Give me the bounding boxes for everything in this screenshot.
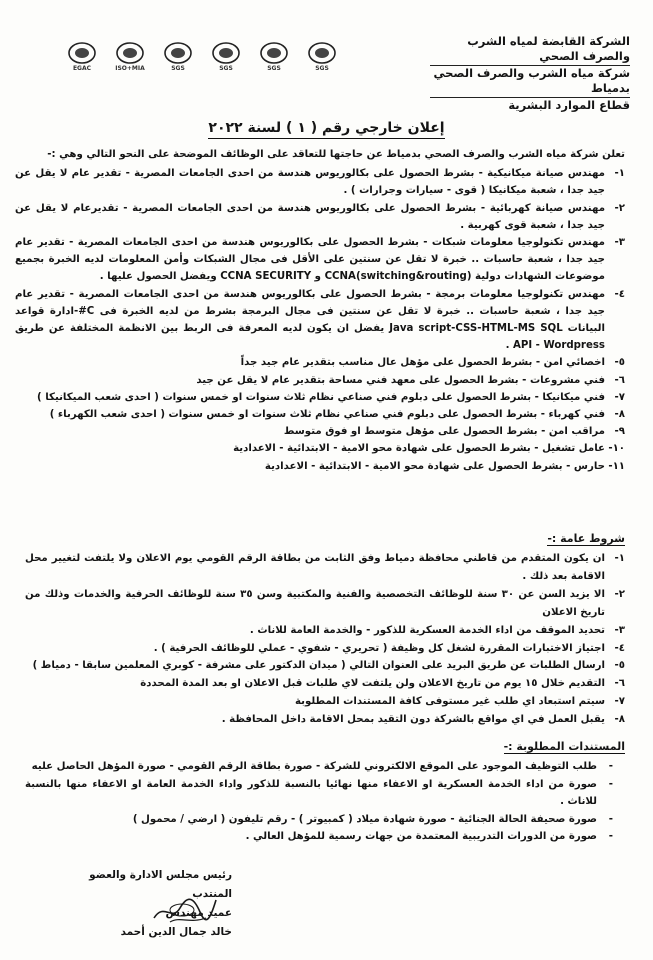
item-number: ٤- [614,288,625,300]
item-text: التقديم خلال ١٥ يوم من تاريخ الاعلان ولن يلتفت لاي طلبات قبل الاعلان او بعد المدة المحددة [140,678,605,690]
item-number: ٩- [614,426,625,438]
documents-list [25,758,625,846]
item-text: اخصائي امن - بشرط الحصول على مؤهل عال مناسب بتقدير عام جيد جداً [240,357,605,369]
conditions-heading: شروط عامة :- [547,532,625,545]
item-text: فني مشروعات - بشرط الحصول على معهد فني مساحة بتقدير عام لا يقل عن جيد [196,374,605,386]
item-text: صورة من اداء الخدمة العسكرية او الاعفاء منها نهائيا بالنسبة للذكور واداء الخدمة العامة او الاعفاء منها بالنسبة للاناث . [25,778,597,807]
documents-heading: المستندات المطلوبة :- [503,740,625,753]
intro-paragraph: تعلن شركة مياه الشرب والصرف الصحي بدمياط عن حاجتها للتعاقد على الوظائف الموضحة على النحو التالي وهي :- [47,149,625,160]
condition-item [25,675,625,693]
item-number: ٨- [614,714,625,726]
job-item [15,234,625,286]
item-number: ٤- [614,642,625,654]
document-item [25,811,625,829]
item-number: ٢- [614,202,625,214]
job-item [15,406,625,423]
company-name-block [430,34,630,113]
job-item [15,354,625,371]
job-item [15,458,625,475]
item-text: مهندس صيانة كهربائية - بشرط الحصول على بكالوريوس هندسة من احدى الجامعات المصرية - تقديرعام لا يقل عن جيد جدا ، شعبة قوى كهربية . [15,202,605,231]
item-text: عامل تشغيل - بشرط الحصول على شهادة محو الامية - الابتدائية - الاعدادية [233,443,605,455]
item-text: فني ميكانيكا - بشرط الحصول على دبلوم فني صناعي نظام ثلاث سنوات او خمس سنوات ( احدى شعب الميكانيكا ) [37,391,605,403]
jobs-list [15,165,625,475]
condition-item [25,657,625,675]
signatory-name: خالد جمال الدين أحمد [120,926,232,938]
sgs-logo-icon [204,40,248,74]
holding-company-name: الشركة القابضة لمياه الشرب والصرف الصحي [430,34,630,66]
item-text: حارس - بشرط الحصول على شهادة محو الامية - الابتدائية - الاعدادية [264,460,605,472]
egac-logo-icon [60,40,104,74]
item-text: اجتياز الاختبارات المقررة لشغل كل وظيفة ( تحريري - شفوي - عملي للوظائف الحرفية ) . [153,642,605,654]
item-text: تحديد الموقف من اداء الخدمة العسكرية للذكور - والخدمة العامة للاناث . [249,624,605,636]
item-number: ١- [614,168,625,180]
item-number: ١١- [608,460,625,472]
item-number: ٧- [614,391,625,403]
job-item [15,372,625,389]
logo-label: SGS [171,65,185,72]
condition-item [25,640,625,658]
department-name: قطاع الموارد البشرية [508,98,630,112]
announcement-title: إعلان خارجي رقم ( ١ ) لسنة ٢٠٢٢ [0,120,653,136]
document-item [25,828,625,846]
condition-item [25,586,625,622]
item-number: ٧- [614,696,625,708]
bullet-dash: - [608,813,613,825]
logo-label: SGS [219,65,233,72]
jobs-section [15,146,625,475]
item-text: مهندس تكنولوجيا معلومات شبكات - بشرط الحصول على بكالوريوس هندسة من احدى الجامعات المصرية - تقدير عام جيد جدا ، شعبة حاسبات .. خبرة لا تقل عن سنتين على الأقل فى مجال الشبكات وأمن المعلومات لديه الخبرة بجميع موضوعات الشهادات دولية (switching&routing)CCNA و CCNA SECURITY ويفضل الحصول عليها . [15,237,605,283]
item-text: مهندس صيانة ميكانيكية - بشرط الحصول على بكالوريوس هندسة من احدى الجامعات المصرية - تقدير عام لا يقل عن جيد جدا ، شعبة ميكانيكا ( قوى - سيارات وجرارات ) . [15,168,605,197]
item-text: يقبل العمل في اي مواقع بالشركة دون التقيد بمحل الاقامة داخل المحافظة . [221,714,605,726]
document-item [25,758,625,776]
item-number: ٥- [614,357,625,369]
item-text: صورة صحيفة الحالة الجنائية - صورة شهادة ميلاد ( كمبيوتر ) - رقم تليفون ( ارضي / محمول ) [132,813,597,825]
bullet-dash: - [608,831,613,842]
item-text: الا يزيد السن عن ٣٠ سنة للوظائف التخصصية والفنية والمكتبية وسن ٣٥ سنة للوظائف الحرفية والخدمات وذلك من تاريخ الاعلان [25,588,606,618]
sgs-logo-icon [300,40,344,74]
item-number: ١- [614,553,625,564]
company-name: شركة مياه الشرب والصرف الصحي بدمياط [430,66,630,98]
item-text: مراقب امن - بشرط الحصول على مؤهل متوسط او فوق متوسط [283,426,605,438]
item-text: ارسال الطلبات عن طريق البريد على العنوان التالي ( ميدان الدكتور على مشرفة - كوبري المعلمين سابقا - دمياط ) [32,660,605,672]
item-number: ٦- [614,678,625,690]
document-item [25,776,625,811]
signatory-rank: عميد مهندس [165,907,232,919]
job-item [15,286,625,355]
sgs-logo-icon [156,40,200,74]
item-text: صورة من الدورات التدريبية المعتمدة من جهات رسمية للمؤهل العالي . [245,831,597,842]
certification-logos [60,40,344,74]
logo-label: SGS [267,65,281,72]
logo-label: SGS [315,65,329,72]
item-number: ٢- [614,588,625,600]
condition-item [25,550,625,586]
item-number: ٨- [614,409,625,421]
logo-label: EGAC [72,65,92,72]
job-item [15,389,625,406]
sgs-logo-icon [252,40,296,74]
job-item [15,440,625,457]
item-number: ٥- [614,660,625,672]
job-item [15,200,625,234]
logo-label: ISO+MIA [115,65,145,72]
condition-item [25,622,625,640]
item-text: فني كهرباء - بشرط الحصول على دبلوم فني صناعي نظام ثلاث سنوات او خمس سنوات ( احدى شعب الكهرباء ) [49,409,605,421]
conditions-list [25,550,625,729]
item-number: ٣- [614,237,625,249]
item-number: ١٠- [608,443,625,455]
item-text: مهندس تكنولوجيا معلومات برمجة - بشرط الحصول على بكالوريوس هندسة من احدى الجامعات المصرية - تقدير عام جيد جدا ، شعبة حاسبات .. خبرة لا تقل عن سنتين فى مجال البرمجة بشرط من لديه الخبرة فى C#-ادارة قواعد البيانات Java script-CSS-HTML-MS SQL يفضل ان يكون لديه المعرفة فى الربط بين الانظمة المختلفة عن طريق API - Wordpress . [15,288,605,352]
handwritten-signature [150,892,220,932]
item-number: ٣- [614,624,625,636]
item-text: ان يكون المتقدم من قاطني محافظة دمياط وفق الثابت من بطاقة الرقم القومي يوم الاعلان ولا يلتفت لتغيير محل الاقامة بعد ذلك . [25,553,605,582]
signatory-role: رئيس مجلس الادارة والعضو المنتدب [89,869,232,900]
letterhead [60,34,630,112]
condition-item [25,711,625,729]
bullet-dash: - [608,778,613,790]
condition-item [25,693,625,711]
item-text: طلب التوظيف الموجود على الموقع الالكتروني للشركة - صورة بطاقة الرقم القومي - صورة المؤهل الحاصل عليه [31,761,597,772]
job-item [15,423,625,440]
bullet-dash: - [608,761,613,772]
job-item [15,165,625,199]
item-text: سيتم استبعاد اي طلب غير مستوفى كافة المستندات المطلوبة [294,696,605,708]
item-number: ٦- [614,374,625,386]
iso-mia-logo-icon [108,40,152,74]
